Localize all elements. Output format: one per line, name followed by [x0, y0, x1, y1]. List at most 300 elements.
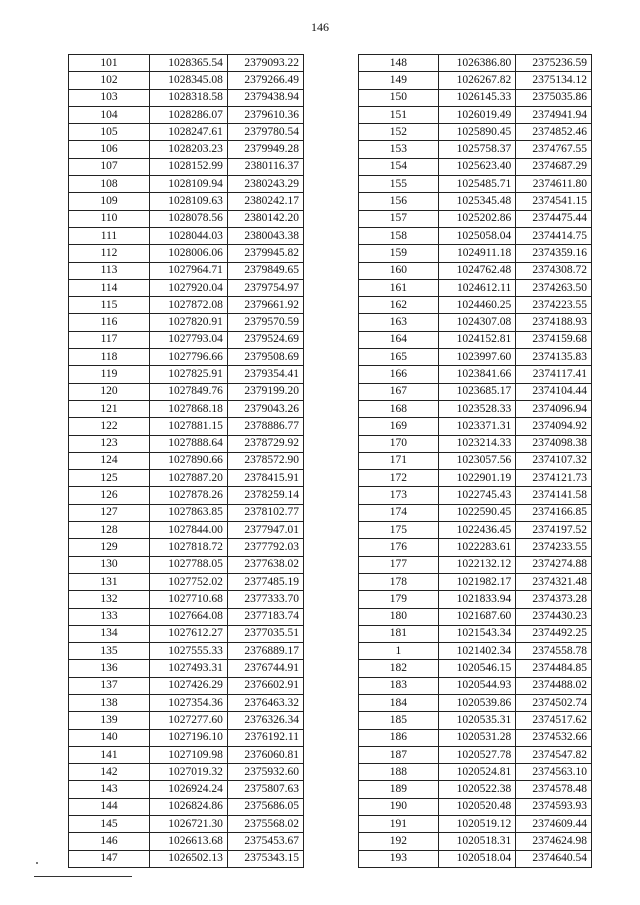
- x-coordinate-cell: 1027354.36: [149, 694, 227, 711]
- table-row: [69, 383, 304, 400]
- x-coordinate-cell: 1021543.34: [438, 625, 516, 642]
- x-coordinate-cell: 1023997.60: [438, 349, 516, 366]
- y-coordinate-cell: 2379354.41: [227, 366, 303, 383]
- point-number-cell: 112: [69, 245, 150, 262]
- y-coordinate-cell: 2374517.62: [516, 712, 592, 729]
- table-row: [69, 798, 304, 815]
- table-row: [69, 435, 304, 452]
- point-number-cell: 140: [69, 729, 150, 746]
- x-coordinate-cell: 1023528.33: [438, 400, 516, 417]
- y-coordinate-cell: 2379945.82: [227, 245, 303, 262]
- point-number-cell: 191: [359, 816, 439, 833]
- x-coordinate-cell: 1021687.60: [438, 608, 516, 625]
- point-number-cell: 186: [359, 729, 439, 746]
- y-coordinate-cell: 2374609.44: [516, 816, 592, 833]
- y-coordinate-cell: 2374492.25: [516, 625, 592, 642]
- table-row: [69, 522, 304, 539]
- y-coordinate-cell: 2380242.17: [227, 193, 303, 210]
- table-row: [69, 349, 304, 366]
- x-coordinate-cell: 1027710.68: [149, 591, 227, 608]
- x-coordinate-cell: 1028006.06: [149, 245, 227, 262]
- table-row: [69, 366, 304, 383]
- table-row: [359, 781, 592, 798]
- point-number-cell: 138: [69, 694, 150, 711]
- table-row: [69, 591, 304, 608]
- table-row: [359, 279, 592, 296]
- table-row: [69, 262, 304, 279]
- y-coordinate-cell: 2376602.91: [227, 677, 303, 694]
- y-coordinate-cell: 2374117.41: [516, 366, 592, 383]
- table-row: [69, 729, 304, 746]
- table-row: [69, 297, 304, 314]
- table-row: [69, 816, 304, 833]
- x-coordinate-cell: 1027793.04: [149, 331, 227, 348]
- table-row: [359, 522, 592, 539]
- y-coordinate-cell: 2377035.51: [227, 625, 303, 642]
- y-coordinate-cell: 2376889.17: [227, 643, 303, 660]
- scan-speck: [36, 862, 38, 864]
- table-row: [69, 608, 304, 625]
- table-row: [359, 556, 592, 573]
- point-number-cell: 135: [69, 643, 150, 660]
- point-number-cell: 188: [359, 764, 439, 781]
- y-coordinate-cell: 2379754.97: [227, 279, 303, 296]
- x-coordinate-cell: 1024307.08: [438, 314, 516, 331]
- point-number-cell: 122: [69, 418, 150, 435]
- x-coordinate-cell: 1023841.66: [438, 366, 516, 383]
- table-row: [359, 660, 592, 677]
- x-coordinate-cell: 1024612.11: [438, 279, 516, 296]
- point-number-cell: 114: [69, 279, 150, 296]
- y-coordinate-cell: 2374488.02: [516, 677, 592, 694]
- table-row: [359, 245, 592, 262]
- table-row: [69, 470, 304, 487]
- x-coordinate-cell: 1025890.45: [438, 124, 516, 141]
- table-row: [359, 850, 592, 867]
- table-row: [359, 55, 592, 72]
- x-coordinate-cell: 1028203.23: [149, 141, 227, 158]
- y-coordinate-cell: 2374624.98: [516, 833, 592, 850]
- table-row: [69, 72, 304, 89]
- point-number-cell: 143: [69, 781, 150, 798]
- point-number-cell: 156: [359, 193, 439, 210]
- x-coordinate-cell: 1026502.13: [149, 850, 227, 867]
- point-number-cell: 158: [359, 227, 439, 244]
- x-coordinate-cell: 1027825.91: [149, 366, 227, 383]
- table-row: [359, 591, 592, 608]
- y-coordinate-cell: 2374563.10: [516, 764, 592, 781]
- table-row: [359, 124, 592, 141]
- x-coordinate-cell: 1027788.05: [149, 556, 227, 573]
- point-number-cell: 117: [69, 331, 150, 348]
- x-coordinate-cell: 1027019.32: [149, 764, 227, 781]
- table-row: [359, 677, 592, 694]
- x-coordinate-cell: 1027664.08: [149, 608, 227, 625]
- table-row: [69, 227, 304, 244]
- x-coordinate-cell: 1025202.86: [438, 210, 516, 227]
- table-row: [359, 712, 592, 729]
- y-coordinate-cell: 2374159.68: [516, 331, 592, 348]
- x-coordinate-cell: 1027796.66: [149, 349, 227, 366]
- y-coordinate-cell: 2376326.34: [227, 712, 303, 729]
- y-coordinate-cell: 2375343.15: [227, 850, 303, 867]
- x-coordinate-cell: 1027849.76: [149, 383, 227, 400]
- y-coordinate-cell: 2377947.01: [227, 522, 303, 539]
- table-row: [69, 573, 304, 590]
- x-coordinate-cell: 1024152.81: [438, 331, 516, 348]
- table-row: [69, 279, 304, 296]
- point-number-cell: 101: [69, 55, 150, 72]
- table-row: [359, 729, 592, 746]
- point-number-cell: 161: [359, 279, 439, 296]
- table-row: [359, 694, 592, 711]
- table-row: [69, 833, 304, 850]
- y-coordinate-cell: 2374484.85: [516, 660, 592, 677]
- x-coordinate-cell: 1028044.03: [149, 227, 227, 244]
- table-row: [359, 262, 592, 279]
- y-coordinate-cell: 2378102.77: [227, 504, 303, 521]
- y-coordinate-cell: 2374274.88: [516, 556, 592, 573]
- y-coordinate-cell: 2378886.77: [227, 418, 303, 435]
- y-coordinate-cell: 2374359.16: [516, 245, 592, 262]
- point-number-cell: 120: [69, 383, 150, 400]
- point-number-cell: 169: [359, 418, 439, 435]
- x-coordinate-cell: 1026145.33: [438, 89, 516, 106]
- table-row: [359, 470, 592, 487]
- point-number-cell: 116: [69, 314, 150, 331]
- table-row: [69, 193, 304, 210]
- y-coordinate-cell: 2375932.60: [227, 764, 303, 781]
- y-coordinate-cell: 2375568.02: [227, 816, 303, 833]
- point-number-cell: 171: [359, 452, 439, 469]
- table-row: [359, 435, 592, 452]
- y-coordinate-cell: 2374593.93: [516, 798, 592, 815]
- table-row: [359, 366, 592, 383]
- x-coordinate-cell: 1025623.40: [438, 158, 516, 175]
- x-coordinate-cell: 1020531.28: [438, 729, 516, 746]
- table-row: [359, 314, 592, 331]
- x-coordinate-cell: 1023685.17: [438, 383, 516, 400]
- table-row: [359, 349, 592, 366]
- point-number-cell: 154: [359, 158, 439, 175]
- point-number-cell: 121: [69, 400, 150, 417]
- x-coordinate-cell: 1027109.98: [149, 746, 227, 763]
- point-number-cell: 133: [69, 608, 150, 625]
- x-coordinate-cell: 1022436.45: [438, 522, 516, 539]
- x-coordinate-cell: 1021833.94: [438, 591, 516, 608]
- point-number-cell: 128: [69, 522, 150, 539]
- y-coordinate-cell: 2374308.72: [516, 262, 592, 279]
- x-coordinate-cell: 1023057.56: [438, 452, 516, 469]
- x-coordinate-cell: 1027196.10: [149, 729, 227, 746]
- table-row: [69, 556, 304, 573]
- point-number-cell: 187: [359, 746, 439, 763]
- x-coordinate-cell: 1020519.12: [438, 816, 516, 833]
- point-number-cell: 152: [359, 124, 439, 141]
- table-row: [69, 677, 304, 694]
- table-row: [359, 798, 592, 815]
- x-coordinate-cell: 1027920.04: [149, 279, 227, 296]
- table-row: [359, 193, 592, 210]
- x-coordinate-cell: 1020518.31: [438, 833, 516, 850]
- table-row: [359, 573, 592, 590]
- point-number-cell: 176: [359, 539, 439, 556]
- y-coordinate-cell: 2374532.66: [516, 729, 592, 746]
- point-number-cell: 130: [69, 556, 150, 573]
- x-coordinate-cell: 1027612.27: [149, 625, 227, 642]
- y-coordinate-cell: 2374188.93: [516, 314, 592, 331]
- point-number-cell: 132: [69, 591, 150, 608]
- point-number-cell: 184: [359, 694, 439, 711]
- table-row: [359, 452, 592, 469]
- x-coordinate-cell: 1022745.43: [438, 487, 516, 504]
- point-number-cell: 131: [69, 573, 150, 590]
- y-coordinate-cell: 2379780.54: [227, 124, 303, 141]
- table-row: [359, 833, 592, 850]
- point-number-cell: 170: [359, 435, 439, 452]
- table-row: [69, 331, 304, 348]
- page-number: 146: [311, 20, 329, 34]
- x-coordinate-cell: 1027887.20: [149, 470, 227, 487]
- y-coordinate-cell: 2379610.36: [227, 106, 303, 123]
- y-coordinate-cell: 2374941.94: [516, 106, 592, 123]
- point-number-cell: 160: [359, 262, 439, 279]
- x-coordinate-cell: 1026386.80: [438, 55, 516, 72]
- x-coordinate-cell: 1027277.60: [149, 712, 227, 729]
- y-coordinate-cell: 2374687.29: [516, 158, 592, 175]
- table-row: [69, 124, 304, 141]
- point-number-cell: 119: [69, 366, 150, 383]
- coordinates-table-right: [358, 54, 592, 868]
- point-number-cell: 111: [69, 227, 150, 244]
- y-coordinate-cell: 2379949.28: [227, 141, 303, 158]
- point-number-cell: 148: [359, 55, 439, 72]
- point-number-cell: 125: [69, 470, 150, 487]
- x-coordinate-cell: 1027426.29: [149, 677, 227, 694]
- x-coordinate-cell: 1027890.66: [149, 452, 227, 469]
- point-number-cell: 129: [69, 539, 150, 556]
- x-coordinate-cell: 1025758.37: [438, 141, 516, 158]
- table-row: [69, 418, 304, 435]
- point-number-cell: 189: [359, 781, 439, 798]
- y-coordinate-cell: 2376060.81: [227, 746, 303, 763]
- point-number-cell: 174: [359, 504, 439, 521]
- table-row: [69, 314, 304, 331]
- y-coordinate-cell: 2379661.92: [227, 297, 303, 314]
- table-row: [69, 400, 304, 417]
- y-coordinate-cell: 2379043.26: [227, 400, 303, 417]
- x-coordinate-cell: 1028345.08: [149, 72, 227, 89]
- table-row: [69, 694, 304, 711]
- y-coordinate-cell: 2377333.70: [227, 591, 303, 608]
- x-coordinate-cell: 1023214.33: [438, 435, 516, 452]
- table-row: [359, 816, 592, 833]
- x-coordinate-cell: 1028318.58: [149, 89, 227, 106]
- table-row: [359, 72, 592, 89]
- point-number-cell: 109: [69, 193, 150, 210]
- point-number-cell: 137: [69, 677, 150, 694]
- table-row: [359, 106, 592, 123]
- point-number-cell: 139: [69, 712, 150, 729]
- point-number-cell: 193: [359, 850, 439, 867]
- y-coordinate-cell: 2379524.69: [227, 331, 303, 348]
- point-number-cell: 168: [359, 400, 439, 417]
- point-number-cell: 142: [69, 764, 150, 781]
- y-coordinate-cell: 2374197.52: [516, 522, 592, 539]
- y-coordinate-cell: 2379849.65: [227, 262, 303, 279]
- x-coordinate-cell: 1027888.64: [149, 435, 227, 452]
- x-coordinate-cell: 1021982.17: [438, 573, 516, 590]
- point-number-cell: 110: [69, 210, 150, 227]
- point-number-cell: 107: [69, 158, 150, 175]
- point-number-cell: 105: [69, 124, 150, 141]
- y-coordinate-cell: 2374578.48: [516, 781, 592, 798]
- point-number-cell: 159: [359, 245, 439, 262]
- x-coordinate-cell: 1020535.31: [438, 712, 516, 729]
- y-coordinate-cell: 2374611.80: [516, 176, 592, 193]
- point-number-cell: 172: [359, 470, 439, 487]
- y-coordinate-cell: 2376744.91: [227, 660, 303, 677]
- point-number-cell: 163: [359, 314, 439, 331]
- point-number-cell: 115: [69, 297, 150, 314]
- point-number-cell: 102: [69, 72, 150, 89]
- table-row: [69, 158, 304, 175]
- table-row: [359, 539, 592, 556]
- point-number-cell: 166: [359, 366, 439, 383]
- x-coordinate-cell: 1027868.18: [149, 400, 227, 417]
- point-number-cell: 118: [69, 349, 150, 366]
- point-number-cell: 182: [359, 660, 439, 677]
- x-coordinate-cell: 1027863.85: [149, 504, 227, 521]
- y-coordinate-cell: 2380243.29: [227, 176, 303, 193]
- x-coordinate-cell: 1024911.18: [438, 245, 516, 262]
- point-number-cell: 165: [359, 349, 439, 366]
- point-number-cell: 155: [359, 176, 439, 193]
- y-coordinate-cell: 2374141.58: [516, 487, 592, 504]
- table-row: [359, 746, 592, 763]
- y-coordinate-cell: 2377792.03: [227, 539, 303, 556]
- y-coordinate-cell: 2375453.67: [227, 833, 303, 850]
- point-number-cell: 181: [359, 625, 439, 642]
- table-row: [69, 504, 304, 521]
- table-row: [359, 89, 592, 106]
- table-row: [359, 297, 592, 314]
- table-row: [69, 210, 304, 227]
- table-row: [359, 141, 592, 158]
- table-row: [359, 158, 592, 175]
- point-number-cell: 124: [69, 452, 150, 469]
- table-row: [359, 331, 592, 348]
- y-coordinate-cell: 2377638.02: [227, 556, 303, 573]
- table-row: [69, 106, 304, 123]
- x-coordinate-cell: 1026824.86: [149, 798, 227, 815]
- table-row: [69, 746, 304, 763]
- x-coordinate-cell: 1028247.61: [149, 124, 227, 141]
- x-coordinate-cell: 1027881.15: [149, 418, 227, 435]
- y-coordinate-cell: 2380043.38: [227, 227, 303, 244]
- x-coordinate-cell: 1028109.63: [149, 193, 227, 210]
- y-coordinate-cell: 2374541.15: [516, 193, 592, 210]
- y-coordinate-cell: 2375035.86: [516, 89, 592, 106]
- y-coordinate-cell: 2374852.46: [516, 124, 592, 141]
- point-number-cell: 104: [69, 106, 150, 123]
- x-coordinate-cell: 1027844.00: [149, 522, 227, 539]
- y-coordinate-cell: 2374475.44: [516, 210, 592, 227]
- point-number-cell: 149: [359, 72, 439, 89]
- x-coordinate-cell: 1028365.54: [149, 55, 227, 72]
- x-coordinate-cell: 1028286.07: [149, 106, 227, 123]
- x-coordinate-cell: 1022283.61: [438, 539, 516, 556]
- point-number-cell: 179: [359, 591, 439, 608]
- table-row: [359, 383, 592, 400]
- x-coordinate-cell: 1027752.02: [149, 573, 227, 590]
- table-row: [69, 781, 304, 798]
- table-row: [359, 227, 592, 244]
- point-number-cell: 183: [359, 677, 439, 694]
- x-coordinate-cell: 1026019.49: [438, 106, 516, 123]
- y-coordinate-cell: 2374263.50: [516, 279, 592, 296]
- x-coordinate-cell: 1027493.31: [149, 660, 227, 677]
- y-coordinate-cell: 2374321.48: [516, 573, 592, 590]
- x-coordinate-cell: 1022132.12: [438, 556, 516, 573]
- x-coordinate-cell: 1020527.78: [438, 746, 516, 763]
- x-coordinate-cell: 1022901.19: [438, 470, 516, 487]
- table-row: [359, 608, 592, 625]
- y-coordinate-cell: 2375807.63: [227, 781, 303, 798]
- x-coordinate-cell: 1020544.93: [438, 677, 516, 694]
- y-coordinate-cell: 2374233.55: [516, 539, 592, 556]
- point-number-cell: 153: [359, 141, 439, 158]
- y-coordinate-cell: 2377485.19: [227, 573, 303, 590]
- point-number-cell: 1: [359, 643, 439, 660]
- table-row: [69, 625, 304, 642]
- x-coordinate-cell: 1028078.56: [149, 210, 227, 227]
- table-row: [359, 176, 592, 193]
- y-coordinate-cell: 2377183.74: [227, 608, 303, 625]
- y-coordinate-cell: 2374094.92: [516, 418, 592, 435]
- point-number-cell: 134: [69, 625, 150, 642]
- point-number-cell: 173: [359, 487, 439, 504]
- y-coordinate-cell: 2378259.14: [227, 487, 303, 504]
- y-coordinate-cell: 2374107.32: [516, 452, 592, 469]
- x-coordinate-cell: 1020524.81: [438, 764, 516, 781]
- y-coordinate-cell: 2374223.55: [516, 297, 592, 314]
- y-coordinate-cell: 2379266.49: [227, 72, 303, 89]
- y-coordinate-cell: 2374558.78: [516, 643, 592, 660]
- x-coordinate-cell: 1026924.24: [149, 781, 227, 798]
- point-number-cell: 162: [359, 297, 439, 314]
- point-number-cell: 175: [359, 522, 439, 539]
- table-row: [69, 55, 304, 72]
- table-row: [69, 176, 304, 193]
- table-row: [69, 660, 304, 677]
- coordinates-table-left: [68, 54, 304, 868]
- x-coordinate-cell: 1024762.48: [438, 262, 516, 279]
- x-coordinate-cell: 1027872.08: [149, 297, 227, 314]
- y-coordinate-cell: 2379508.69: [227, 349, 303, 366]
- x-coordinate-cell: 1020518.04: [438, 850, 516, 867]
- point-number-cell: 136: [69, 660, 150, 677]
- y-coordinate-cell: 2379199.20: [227, 383, 303, 400]
- y-coordinate-cell: 2379438.94: [227, 89, 303, 106]
- x-coordinate-cell: 1027878.26: [149, 487, 227, 504]
- table-row: [69, 89, 304, 106]
- table-row: [359, 504, 592, 521]
- table-row: [69, 764, 304, 781]
- table-row: [69, 487, 304, 504]
- y-coordinate-cell: 2374096.94: [516, 400, 592, 417]
- y-coordinate-cell: 2374135.83: [516, 349, 592, 366]
